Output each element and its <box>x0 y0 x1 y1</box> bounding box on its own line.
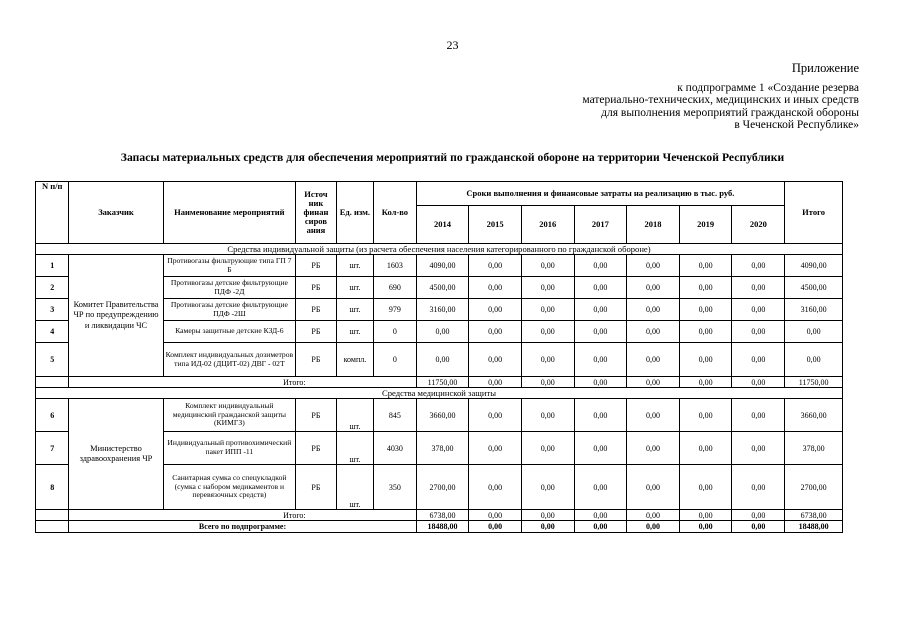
year-amount: 2700,00 <box>416 465 469 510</box>
item-name: Противогазы детские фильтрующие ПДФ -2Ш <box>163 299 296 321</box>
grand-total-row <box>36 521 843 533</box>
header-source: Источ ник финан сиров ания <box>296 182 336 244</box>
row-number: 7 <box>36 432 69 465</box>
subtotal-amount: 0,00 <box>732 377 785 388</box>
subtotal-amount: 0,00 <box>679 510 732 521</box>
header-customer: Заказчик <box>69 182 163 244</box>
year-amount: 0,00 <box>574 299 627 321</box>
grand-total-label: Всего по подпрограмме: <box>69 521 416 533</box>
header-year: 2014 <box>416 206 469 244</box>
grand-total-amount: 18488,00 <box>416 521 469 533</box>
grand-total-amount: 0,00 <box>679 521 732 533</box>
year-amount: 0,00 <box>627 343 680 377</box>
grand-total-sum: 18488,00 <box>785 521 843 533</box>
year-amount: 0,00 <box>469 255 522 277</box>
appendix-line: материально-технических, медицинских и иных средств <box>582 94 859 106</box>
year-amount: 0,00 <box>732 343 785 377</box>
unit: шт. <box>336 399 373 432</box>
unit: шт. <box>336 299 373 321</box>
header-year: 2015 <box>469 206 522 244</box>
year-amount: 0,00 <box>627 321 680 343</box>
row-number: 4 <box>36 321 69 343</box>
year-amount: 0,00 <box>469 465 522 510</box>
row-number: 2 <box>36 277 69 299</box>
grand-total-amount: 0,00 <box>469 521 522 533</box>
section-title-row <box>36 244 843 255</box>
year-amount: 0,00 <box>732 277 785 299</box>
header-unit: Ед. изм. <box>336 182 373 244</box>
funding-source: РБ <box>296 277 336 299</box>
row-number: 8 <box>36 465 69 510</box>
funding-source: РБ <box>296 321 336 343</box>
year-amount: 0,00 <box>627 432 680 465</box>
item-name: Противогазы детские фильтрующие ПДФ -2Д <box>163 277 296 299</box>
header-year: 2017 <box>574 206 627 244</box>
item-name: Санитарная сумка со спецукладкой (сумка с набором медикаментов и перевязочных средств) <box>163 465 296 510</box>
year-amount: 0,00 <box>679 399 732 432</box>
quantity: 4030 <box>374 432 417 465</box>
appendix-block <box>582 62 859 132</box>
quantity: 350 <box>374 465 417 510</box>
subtotal-label: Итого: <box>69 510 416 521</box>
subtotal-amount: 0,00 <box>574 510 627 521</box>
year-amount: 0,00 <box>574 321 627 343</box>
year-amount: 0,00 <box>732 432 785 465</box>
subtotal-amount: 0,00 <box>679 377 732 388</box>
year-amount: 0,00 <box>732 321 785 343</box>
year-amount: 0,00 <box>627 465 680 510</box>
unit: шт. <box>336 432 373 465</box>
year-amount: 0,00 <box>627 255 680 277</box>
header-name: Наименование мероприятий <box>163 182 296 244</box>
subtotal-amount: 0,00 <box>469 510 522 521</box>
materials-table <box>35 181 843 533</box>
year-amount: 0,00 <box>574 432 627 465</box>
quantity: 1603 <box>374 255 417 277</box>
year-amount: 0,00 <box>679 299 732 321</box>
row-total: 3660,00 <box>785 399 843 432</box>
funding-source: РБ <box>296 299 336 321</box>
funding-source: РБ <box>296 399 336 432</box>
funding-source: РБ <box>296 343 336 377</box>
year-amount: 0,00 <box>521 299 574 321</box>
year-amount: 0,00 <box>469 343 522 377</box>
row-total: 2700,00 <box>785 465 843 510</box>
year-amount: 0,00 <box>679 321 732 343</box>
year-amount: 0,00 <box>679 465 732 510</box>
year-amount: 3160,00 <box>416 299 469 321</box>
appendix-line: для выполнения мероприятий гражданской обороны <box>601 106 859 119</box>
year-amount: 0,00 <box>521 432 574 465</box>
header-year: 2019 <box>679 206 732 244</box>
customer-cell: Комитет Правительства ЧР по предупреждению и ликвидации ЧС <box>69 255 163 377</box>
section-title: Средства медицинской защиты <box>36 388 843 399</box>
quantity: 0 <box>374 321 417 343</box>
grand-total-amount: 0,00 <box>627 521 680 533</box>
year-amount: 0,00 <box>732 255 785 277</box>
subtotal-row <box>36 377 843 388</box>
appendix-title: Приложение <box>791 61 859 75</box>
subtotal-amount: 0,00 <box>627 510 680 521</box>
year-amount: 0,00 <box>469 299 522 321</box>
unit: шт. <box>336 277 373 299</box>
year-amount: 0,00 <box>469 277 522 299</box>
item-name: Камеры защитные детские КЗД-6 <box>163 321 296 343</box>
row-number: 3 <box>36 299 69 321</box>
funding-source: РБ <box>296 465 336 510</box>
year-amount: 0,00 <box>679 255 732 277</box>
year-amount: 0,00 <box>521 343 574 377</box>
year-amount: 4500,00 <box>416 277 469 299</box>
funding-source: РБ <box>296 432 336 465</box>
header-row <box>36 182 843 206</box>
year-amount: 0,00 <box>521 255 574 277</box>
subtotal-amount: 0,00 <box>521 377 574 388</box>
unit: шт. <box>336 321 373 343</box>
subtotal-amount: 0,00 <box>627 377 680 388</box>
subtotal-label: Итого: <box>69 377 416 388</box>
year-amount: 0,00 <box>679 343 732 377</box>
year-amount: 0,00 <box>574 255 627 277</box>
year-amount: 0,00 <box>521 321 574 343</box>
year-amount: 0,00 <box>574 465 627 510</box>
appendix-line: в Чеченской Республике» <box>734 119 859 131</box>
quantity: 845 <box>374 399 417 432</box>
year-amount: 0,00 <box>627 299 680 321</box>
year-amount: 3660,00 <box>416 399 469 432</box>
table-row <box>36 399 843 432</box>
year-amount: 0,00 <box>627 277 680 299</box>
subtotal-amount: 0,00 <box>732 510 785 521</box>
row-total: 4500,00 <box>785 277 843 299</box>
year-amount: 0,00 <box>416 343 469 377</box>
section-title-row <box>36 388 843 399</box>
header-year: 2016 <box>521 206 574 244</box>
year-amount: 0,00 <box>679 432 732 465</box>
header-year: 2018 <box>627 206 680 244</box>
year-amount: 0,00 <box>732 299 785 321</box>
subtotal-amount: 0,00 <box>469 377 522 388</box>
year-amount: 378,00 <box>416 432 469 465</box>
row-total: 0,00 <box>785 321 843 343</box>
year-amount: 0,00 <box>521 277 574 299</box>
subtotal-row <box>36 510 843 521</box>
appendix-line: к подпрограмме 1 «Создание резерва <box>677 81 859 94</box>
year-amount: 4090,00 <box>416 255 469 277</box>
year-amount: 0,00 <box>679 277 732 299</box>
row-total: 378,00 <box>785 432 843 465</box>
year-amount: 0,00 <box>574 343 627 377</box>
header-qty: Кол-во <box>374 182 417 244</box>
subtotal-amount: 0,00 <box>521 510 574 521</box>
grand-total-amount: 0,00 <box>521 521 574 533</box>
quantity: 979 <box>374 299 417 321</box>
item-name: Комплект индивидуальных дозиметров типа ИД-02 (ДЦИТ-02) ДВГ - 02Т <box>163 343 296 377</box>
year-amount: 0,00 <box>574 277 627 299</box>
year-amount: 0,00 <box>521 399 574 432</box>
quantity: 690 <box>374 277 417 299</box>
header-period: Сроки выполнения и финансовые затраты на реализацию в тыс. руб. <box>416 182 785 206</box>
subtotal-blank <box>36 377 69 388</box>
document-title: Запасы материальных средств для обеспечения мероприятий по гражданской обороне на территории Чеченской Республики <box>120 151 785 164</box>
row-number: 5 <box>36 343 69 377</box>
year-amount: 0,00 <box>521 465 574 510</box>
subtotal-total: 6738,00 <box>785 510 843 521</box>
year-amount: 0,00 <box>627 399 680 432</box>
grand-total-blank <box>36 521 69 533</box>
unit: шт. <box>336 255 373 277</box>
unit: компл. <box>336 343 373 377</box>
subtotal-total: 11750,00 <box>785 377 843 388</box>
row-number: 1 <box>36 255 69 277</box>
year-amount: 0,00 <box>469 399 522 432</box>
item-name: Комплект индивидуальный медицинский гражданской защиты (КИМГЗ) <box>163 399 296 432</box>
section-title: Средства индивидуальной защиты (из расчета обеспечения населения категорированного по гражданской обороне) <box>36 244 843 255</box>
quantity: 0 <box>374 343 417 377</box>
page-number: 23 <box>446 38 459 52</box>
item-name: Индивидуальный противохимический пакет ИПП -11 <box>163 432 296 465</box>
subtotal-amount: 11750,00 <box>416 377 469 388</box>
subtotal-amount: 6738,00 <box>416 510 469 521</box>
year-amount: 0,00 <box>732 399 785 432</box>
year-amount: 0,00 <box>574 399 627 432</box>
row-total: 0,00 <box>785 343 843 377</box>
subtotal-amount: 0,00 <box>574 377 627 388</box>
unit: шт. <box>336 465 373 510</box>
row-total: 4090,00 <box>785 255 843 277</box>
row-number: 6 <box>36 399 69 432</box>
header-year: 2020 <box>732 206 785 244</box>
year-amount: 0,00 <box>732 465 785 510</box>
header-num: N п/п <box>36 182 69 244</box>
table-row <box>36 255 843 277</box>
year-amount: 0,00 <box>469 432 522 465</box>
year-amount: 0,00 <box>416 321 469 343</box>
customer-cell: Министерство здравоохранения ЧР <box>69 399 163 510</box>
subtotal-blank <box>36 510 69 521</box>
funding-source: РБ <box>296 255 336 277</box>
grand-total-amount: 0,00 <box>574 521 627 533</box>
row-total: 3160,00 <box>785 299 843 321</box>
year-amount: 0,00 <box>469 321 522 343</box>
grand-total-amount: 0,00 <box>732 521 785 533</box>
header-total: Итого <box>785 182 843 244</box>
item-name: Противогазы фильтрующие типа ГП 7 Б <box>163 255 296 277</box>
